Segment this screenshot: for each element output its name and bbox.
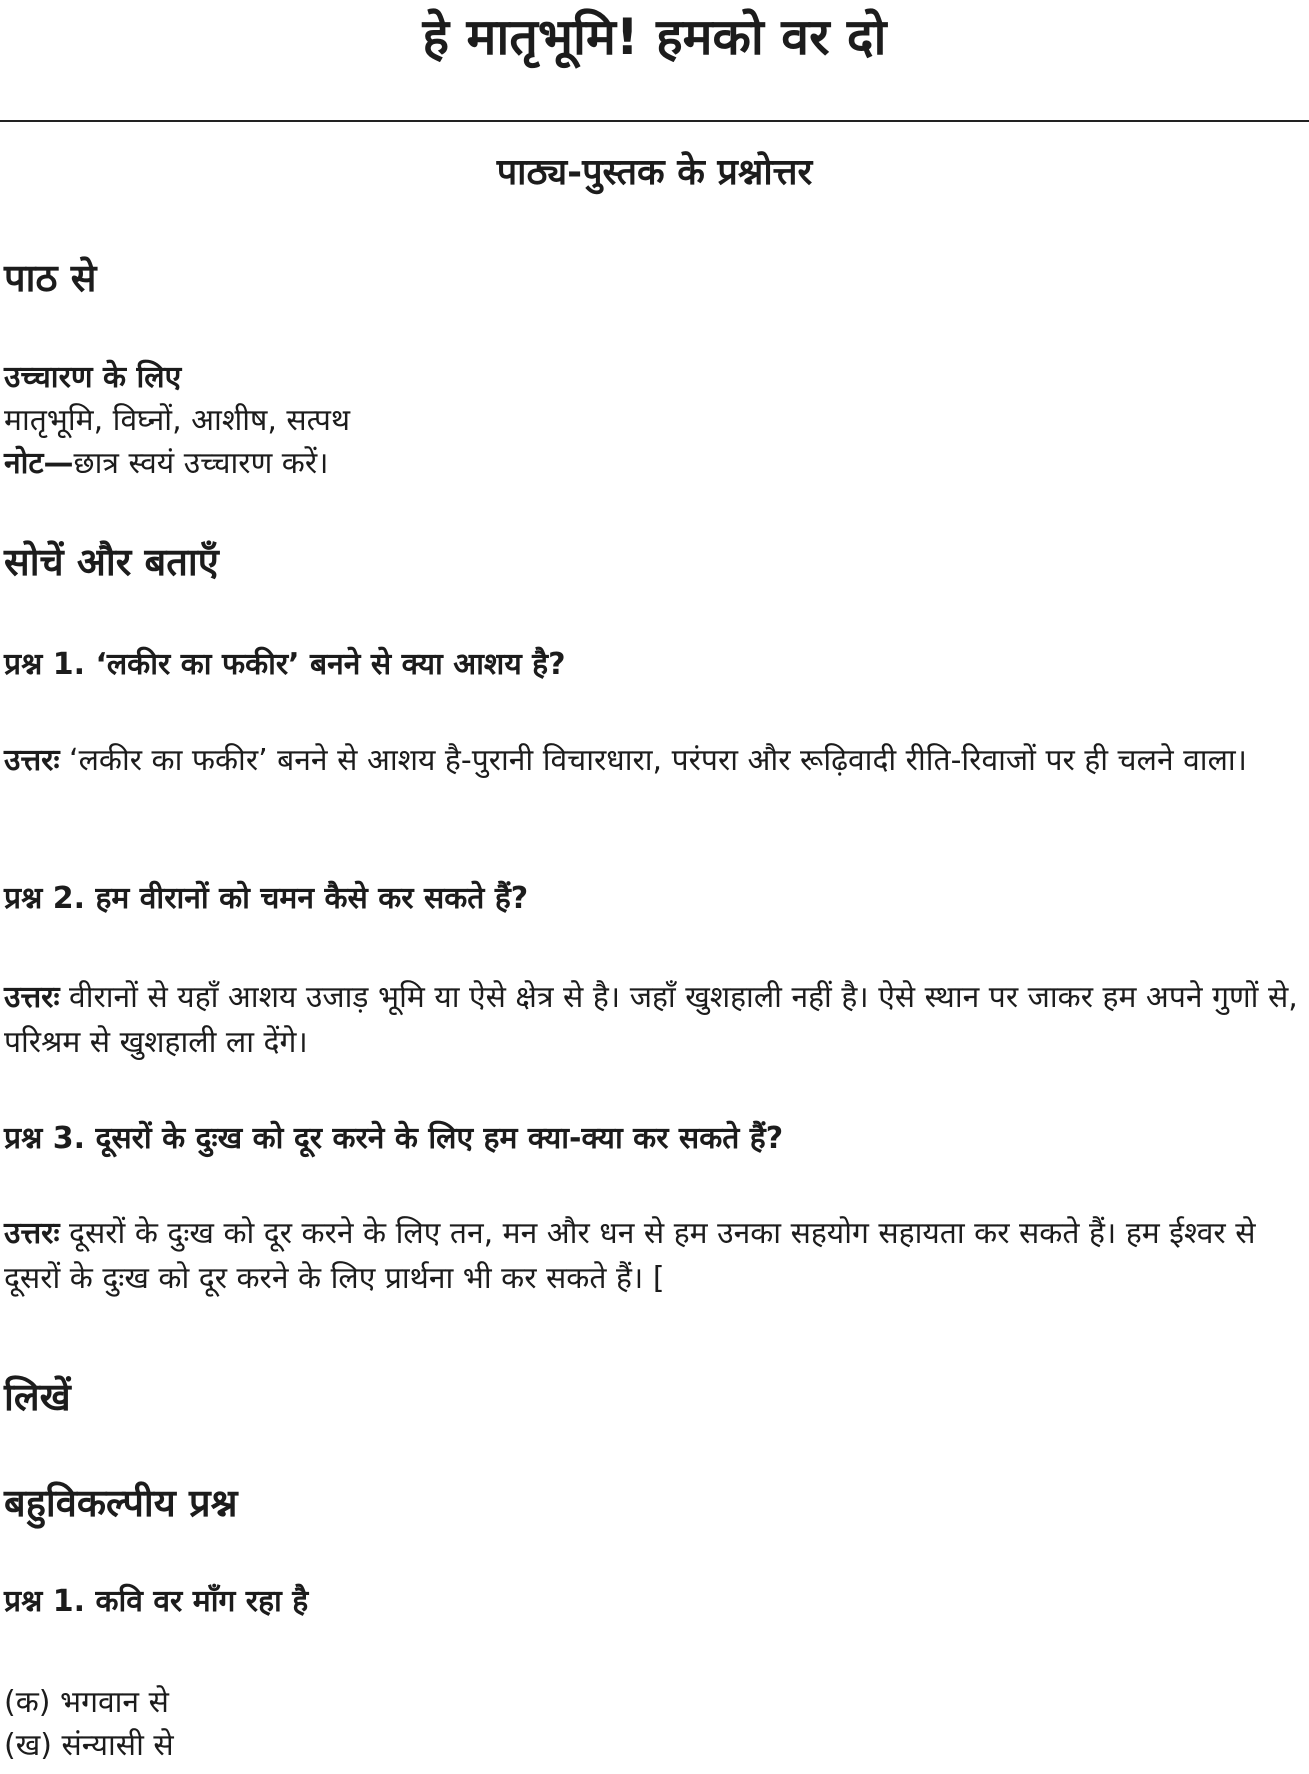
answer-1 [4, 738, 1299, 783]
answer-2 [4, 975, 1299, 1065]
heading-path-se: पाठ से [4, 256, 97, 300]
answer-3 [4, 1211, 1299, 1301]
page-title: हे मातृभूमि! हमको वर दो [422, 8, 887, 66]
pronunciation-words: मातृभूमि, विघ्नों, आशीष, सत्पथ [4, 403, 351, 438]
pronunciation-note [4, 441, 1299, 486]
pronunciation-heading: उच्चारण के लिए [4, 360, 182, 395]
note-label: नोट— [4, 446, 74, 481]
mcq-option-ka: (क) भगवान से [4, 1685, 169, 1720]
heading-socho-batayen: सोचें और बताएँ [4, 540, 219, 584]
answer-label: उत्तरः [4, 980, 60, 1015]
question-1: प्रश्न 1. ‘लकीर का फकीर’ बनने से क्या आशय है? [4, 647, 566, 682]
answer-label: उत्तरः [4, 743, 60, 778]
heading-mcq: बहुविकल्पीय प्रश्न [4, 1481, 238, 1525]
answer-label: उत्तरः [4, 1216, 60, 1251]
question-3: प्रश्न 3. दूसरों के दुःख को दूर करने के लिए हम क्या-क्या कर सकते हैं? [4, 1121, 784, 1156]
note-text: छात्र स्वयं उच्चारण करें। [73, 446, 329, 481]
heading-likhen: लिखें [4, 1375, 71, 1419]
question-2: प्रश्न 2. हम वीरानों को चमन कैसे कर सकते हैं? [4, 881, 529, 916]
answer-text: ‘लकीर का फकीर’ बनने से आशय है-पुरानी विचारधारा, परंपरा और रूढ़िवादी रीति-रिवाजों पर ही चलने वाला। [59, 743, 1248, 778]
mcq-option-kha: (ख) संन्यासी से [4, 1728, 174, 1763]
mcq-question-1: प्रश्न 1. कवि वर माँग रहा है [4, 1584, 309, 1619]
answer-text: दूसरों के दुःख को दूर करने के लिए तन, मन और धन से हम उनका सहयोग सहायता कर सकते हैं। हम ईश्वर से दूसरों के दुःख को दूर करने के लिए प्रार्थना भी कर सकते हैं। [ [4, 1216, 1256, 1296]
title-divider [0, 120, 1309, 122]
answer-text: वीरानों से यहाँ आशय उजाड़ भूमि या ऐसे क्षेत्र से है। जहाँ खुशहाली नहीं है। ऐसे स्थान पर जाकर हम अपने गुणों से, परिश्रम से खुशहाली ला देंगे। [4, 980, 1298, 1060]
section-subtitle: पाठ्य-पुस्तक के प्रश्नोत्तर [496, 152, 813, 193]
